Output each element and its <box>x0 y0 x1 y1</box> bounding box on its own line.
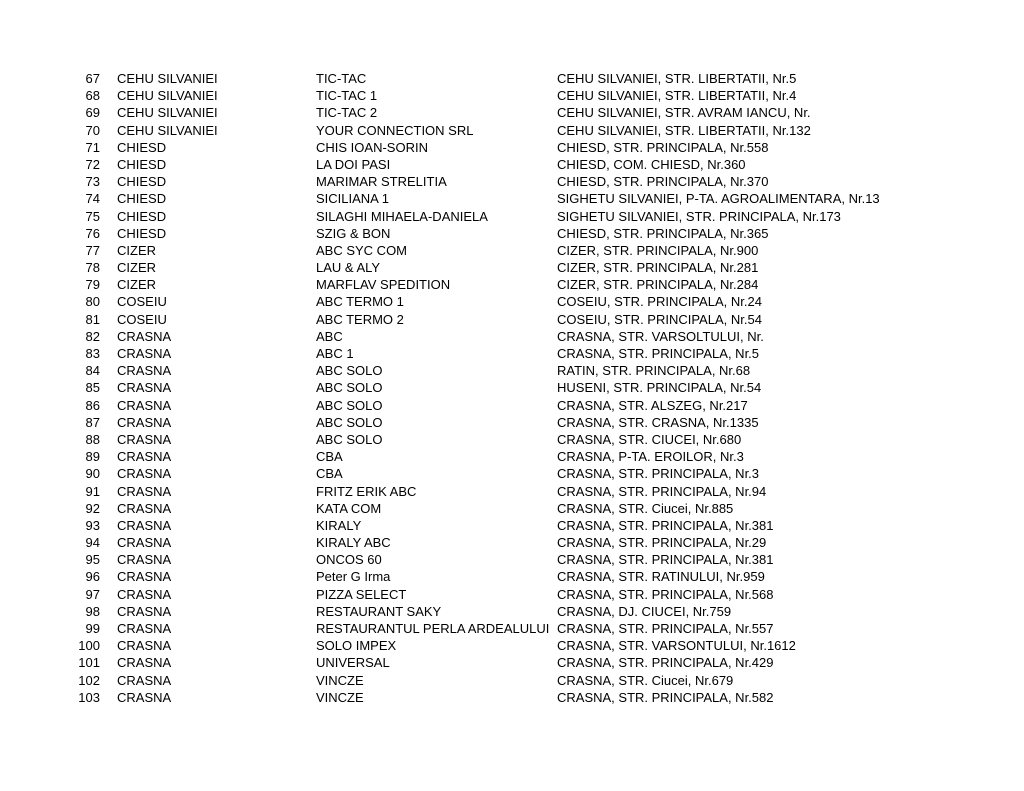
locality-cell: CRASNA <box>117 449 172 465</box>
business-name-cell: CHIS IOAN-SORIN <box>316 139 428 155</box>
locality-cell: CRASNA <box>117 363 172 379</box>
locality-cell: CRASNA <box>117 586 172 602</box>
table-row <box>0 139 1024 156</box>
address-cell: CRASNA, STR. PRINCIPALA, Nr.5 <box>557 346 760 361</box>
locality-cell: CHIESD <box>117 139 167 155</box>
address-cell: CHIESD, STR. PRINCIPALA, Nr.365 <box>557 225 769 241</box>
business-name-cell: PIZZA SELECT <box>316 586 407 602</box>
locality-cell: CRASNA <box>117 655 172 671</box>
locality-cell: COSEIU <box>117 294 167 310</box>
locality-cell: CRASNA <box>117 328 172 344</box>
row-number: 83 <box>85 346 100 361</box>
address-cell: RATIN, STR. PRINCIPALA, Nr.68 <box>557 363 751 379</box>
table-row <box>0 362 1024 379</box>
row-number: 71 <box>85 139 100 155</box>
address-cell: CRASNA, STR. ALSZEG, Nr.217 <box>557 397 748 413</box>
address-cell: CRASNA, STR. PRINCIPALA, Nr.429 <box>557 655 774 671</box>
business-name-cell: SILAGHI MIHAELA-DANIELA <box>316 208 488 224</box>
row-number: 68 <box>85 88 100 104</box>
locality-cell: CRASNA <box>117 431 172 447</box>
business-name-cell: ABC 1 <box>316 346 354 361</box>
locality-cell: CHIESD <box>117 174 167 190</box>
business-name-cell: SOLO IMPEX <box>316 638 397 654</box>
business-name-cell: TIC-TAC 1 <box>316 88 378 104</box>
table-row <box>0 122 1024 139</box>
address-cell: CHIESD, COM. CHIESD, Nr.360 <box>557 156 746 172</box>
address-cell: CRASNA, STR. Ciucei, Nr.679 <box>557 672 734 688</box>
locality-cell: CHIESD <box>117 156 167 172</box>
table-row <box>0 70 1024 87</box>
table-row <box>0 500 1024 517</box>
address-cell: CIZER, STR. PRINCIPALA, Nr.284 <box>557 277 759 293</box>
row-number: 87 <box>85 414 100 430</box>
locality-cell: CRASNA <box>117 397 172 413</box>
table-row <box>0 328 1024 345</box>
table-row <box>0 104 1024 121</box>
table-row <box>0 603 1024 620</box>
address-cell: CRASNA, STR. PRINCIPALA, Nr.3 <box>557 466 760 482</box>
address-cell: CRASNA, STR. CRASNA, Nr.1335 <box>557 414 759 430</box>
address-cell: SIGHETU SILVANIEI, STR. PRINCIPALA, Nr.173 <box>557 208 841 224</box>
table-row <box>0 654 1024 671</box>
business-name-cell: FRITZ ERIK ABC <box>316 483 417 499</box>
locality-cell: CRASNA <box>117 466 172 482</box>
business-name-cell: TIC-TAC 2 <box>316 105 378 121</box>
locality-cell: CRASNA <box>117 346 172 361</box>
row-number: 85 <box>85 380 100 396</box>
address-cell: CRASNA, STR. VARSOLTULUI, Nr. <box>557 328 764 344</box>
business-name-cell: UNIVERSAL <box>316 655 390 671</box>
table-row <box>0 689 1024 706</box>
table-row <box>0 551 1024 568</box>
listing-table <box>0 70 1024 706</box>
business-name-cell: ABC SOLO <box>316 380 383 396</box>
address-cell: SIGHETU SILVANIEI, P-TA. AGROALIMENTARA, Nr.13 <box>557 191 880 207</box>
business-name-cell: SZIG & BON <box>316 225 391 241</box>
table-row <box>0 483 1024 500</box>
address-cell: CRASNA, STR. PRINCIPALA, Nr.381 <box>557 517 774 533</box>
address-cell: CRASNA, STR. PRINCIPALA, Nr.29 <box>557 535 767 551</box>
row-number: 89 <box>85 449 100 465</box>
business-name-cell: ONCOS 60 <box>316 552 382 568</box>
table-row <box>0 534 1024 551</box>
row-number: 95 <box>85 552 100 568</box>
table-row <box>0 242 1024 259</box>
row-number: 78 <box>85 260 100 276</box>
row-number: 92 <box>85 500 100 516</box>
business-name-cell: ABC TERMO 2 <box>316 311 404 327</box>
locality-cell: CEHU SILVANIEI <box>117 71 218 86</box>
row-number: 74 <box>85 191 100 207</box>
table-row <box>0 345 1024 362</box>
table-row <box>0 311 1024 328</box>
business-name-cell: ABC SOLO <box>316 397 383 413</box>
table-row <box>0 637 1024 654</box>
business-name-cell: KIRALY <box>316 517 362 533</box>
business-name-cell: KIRALY ABC <box>316 535 391 551</box>
locality-cell: CRASNA <box>117 500 172 516</box>
row-number: 91 <box>85 483 100 499</box>
locality-cell: CHIESD <box>117 208 167 224</box>
row-number: 94 <box>85 535 100 551</box>
address-cell: CRASNA, P-TA. EROILOR, Nr.3 <box>557 449 744 465</box>
table-row <box>0 259 1024 276</box>
locality-cell: CRASNA <box>117 689 172 705</box>
business-name-cell: SICILIANA 1 <box>316 191 389 207</box>
locality-cell: CEHU SILVANIEI <box>117 122 218 138</box>
address-cell: CRASNA, STR. CIUCEI, Nr.680 <box>557 431 742 447</box>
row-number: 70 <box>85 122 100 138</box>
row-number: 69 <box>85 105 100 121</box>
business-name-cell: YOUR CONNECTION SRL <box>316 122 474 138</box>
business-name-cell: CBA <box>316 466 343 482</box>
business-name-cell: RESTAURANTUL PERLA ARDEALULUI <box>316 621 550 636</box>
row-number: 86 <box>85 397 100 413</box>
locality-cell: CRASNA <box>117 380 172 396</box>
row-number: 73 <box>85 174 100 190</box>
locality-cell: CRASNA <box>117 483 172 499</box>
address-cell: CRASNA, STR. VARSONTULUI, Nr.1612 <box>557 638 796 654</box>
business-name-cell: ABC TERMO 1 <box>316 294 404 310</box>
locality-cell: CHIESD <box>117 191 167 207</box>
locality-cell: CRASNA <box>117 414 172 430</box>
address-cell: COSEIU, STR. PRINCIPALA, Nr.24 <box>557 294 762 310</box>
row-number: 77 <box>85 242 100 258</box>
row-number: 102 <box>78 672 100 688</box>
row-number: 82 <box>85 328 100 344</box>
table-row <box>0 414 1024 431</box>
address-cell: CEHU SILVANIEI, STR. LIBERTATII, Nr.132 <box>557 122 811 138</box>
table-row <box>0 517 1024 534</box>
table-row <box>0 465 1024 482</box>
row-number: 90 <box>85 466 100 482</box>
table-row <box>0 293 1024 310</box>
business-name-cell: CBA <box>316 449 343 465</box>
row-number: 80 <box>85 294 100 310</box>
locality-cell: CRASNA <box>117 603 172 619</box>
locality-cell: COSEIU <box>117 311 167 327</box>
table-row <box>0 208 1024 225</box>
row-number: 96 <box>85 569 100 585</box>
row-number: 81 <box>85 311 100 327</box>
table-row <box>0 431 1024 448</box>
locality-cell: CRASNA <box>117 569 172 585</box>
table-row <box>0 156 1024 173</box>
address-cell: CEHU SILVANIEI, STR. LIBERTATII, Nr.5 <box>557 71 797 86</box>
table-row <box>0 87 1024 104</box>
address-cell: CRASNA, STR. PRINCIPALA, Nr.582 <box>557 689 774 705</box>
locality-cell: CRASNA <box>117 621 172 636</box>
table-row <box>0 190 1024 207</box>
table-row <box>0 586 1024 603</box>
business-name-cell: ABC SOLO <box>316 363 383 379</box>
row-number: 100 <box>78 638 100 654</box>
row-number: 97 <box>85 586 100 602</box>
business-name-cell: ABC SOLO <box>316 414 383 430</box>
address-cell: HUSENI, STR. PRINCIPALA, Nr.54 <box>557 380 762 396</box>
address-cell: CEHU SILVANIEI, STR. AVRAM IANCU, Nr. <box>557 105 811 121</box>
table-row <box>0 448 1024 465</box>
table-row <box>0 397 1024 414</box>
table-row <box>0 225 1024 242</box>
address-cell: CEHU SILVANIEI, STR. LIBERTATII, Nr.4 <box>557 88 797 104</box>
business-name-cell: Peter G Irma <box>316 569 391 585</box>
row-number: 98 <box>85 603 100 619</box>
address-cell: CRASNA, DJ. CIUCEI, Nr.759 <box>557 603 732 619</box>
business-name-cell: KATA COM <box>316 500 382 516</box>
locality-cell: CRASNA <box>117 535 172 551</box>
row-number: 101 <box>78 655 100 671</box>
address-cell: CRASNA, STR. PRINCIPALA, Nr.94 <box>557 483 767 499</box>
address-cell: CRASNA, STR. PRINCIPALA, Nr.381 <box>557 552 774 568</box>
business-name-cell: LA DOI PASI <box>316 156 391 172</box>
row-number: 99 <box>85 621 100 636</box>
locality-cell: CIZER <box>117 242 156 258</box>
row-number: 79 <box>85 277 100 293</box>
business-name-cell: VINCZE <box>316 672 364 688</box>
address-cell: CRASNA, STR. PRINCIPALA, Nr.568 <box>557 586 774 602</box>
address-cell: CIZER, STR. PRINCIPALA, Nr.281 <box>557 260 759 276</box>
table-row <box>0 568 1024 585</box>
address-cell: CRASNA, STR. Ciucei, Nr.885 <box>557 500 734 516</box>
business-name-cell: ABC SOLO <box>316 431 383 447</box>
row-number: 76 <box>85 225 100 241</box>
business-name-cell: MARFLAV SPEDITION <box>316 277 451 293</box>
business-name-cell: RESTAURANT SAKY <box>316 603 442 619</box>
address-cell: CIZER, STR. PRINCIPALA, Nr.900 <box>557 242 759 258</box>
row-number: 103 <box>78 689 100 705</box>
business-name-cell: ABC <box>316 328 343 344</box>
business-name-cell: MARIMAR STRELITIA <box>316 174 447 190</box>
business-name-cell: LAU & ALY <box>316 260 381 276</box>
table-row <box>0 276 1024 293</box>
address-cell: CHIESD, STR. PRINCIPALA, Nr.558 <box>557 139 769 155</box>
address-cell: CRASNA, STR. PRINCIPALA, Nr.557 <box>557 621 774 636</box>
locality-cell: CEHU SILVANIEI <box>117 88 218 104</box>
locality-cell: CEHU SILVANIEI <box>117 105 218 121</box>
row-number: 84 <box>85 363 100 379</box>
table-row <box>0 672 1024 689</box>
row-number: 75 <box>85 208 100 224</box>
locality-cell: CHIESD <box>117 225 167 241</box>
table-row <box>0 620 1024 637</box>
address-cell: COSEIU, STR. PRINCIPALA, Nr.54 <box>557 311 762 327</box>
row-number: 93 <box>85 517 100 533</box>
locality-cell: CRASNA <box>117 638 172 654</box>
business-name-cell: VINCZE <box>316 689 364 705</box>
locality-cell: CRASNA <box>117 672 172 688</box>
business-name-cell: TIC-TAC <box>316 71 367 86</box>
locality-cell: CIZER <box>117 260 156 276</box>
row-number: 67 <box>85 71 100 86</box>
locality-cell: CRASNA <box>117 517 172 533</box>
locality-cell: CIZER <box>117 277 156 293</box>
address-cell: CRASNA, STR. RATINULUI, Nr.959 <box>557 569 765 585</box>
table-row <box>0 379 1024 396</box>
row-number: 88 <box>85 431 100 447</box>
locality-cell: CRASNA <box>117 552 172 568</box>
address-cell: CHIESD, STR. PRINCIPALA, Nr.370 <box>557 174 769 190</box>
table-row <box>0 173 1024 190</box>
row-number: 72 <box>85 156 100 172</box>
business-name-cell: ABC SYC COM <box>316 242 408 258</box>
